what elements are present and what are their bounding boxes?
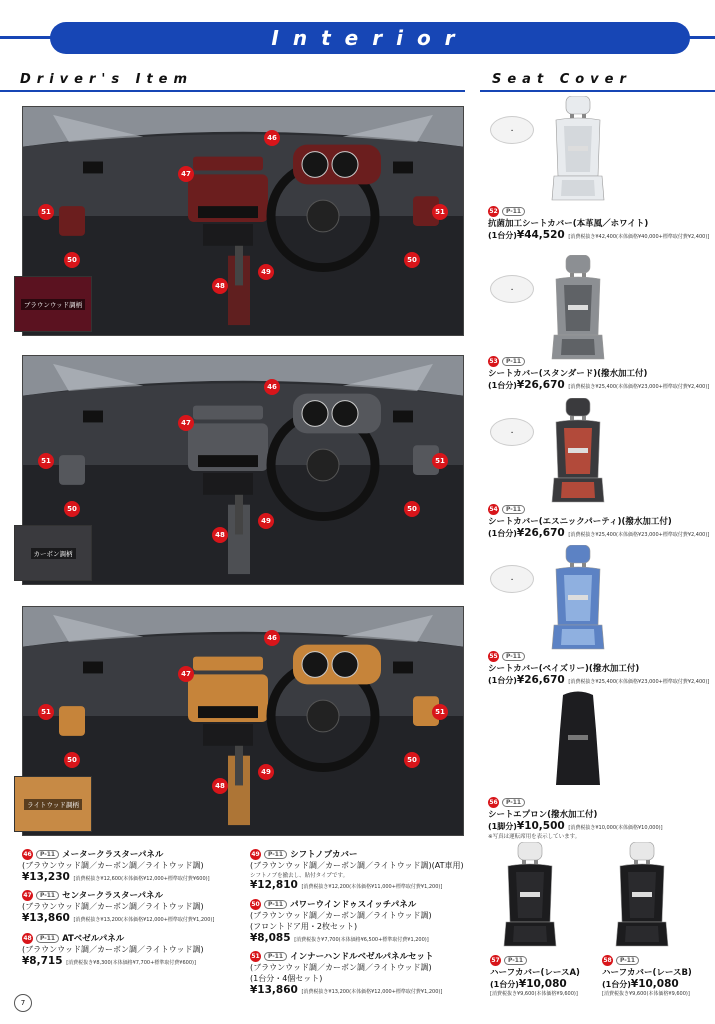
callout-badge: 50 — [64, 252, 80, 268]
product-price-row — [250, 932, 432, 944]
callout-badge: 49 — [258, 264, 274, 280]
tax-breakdown: [消費税抜き¥8,300(本体価格¥7,700+標準取付費¥600)] — [66, 960, 196, 966]
seat-badges — [488, 797, 663, 808]
half-cover-price-row — [490, 978, 580, 990]
product-price-row — [22, 912, 214, 924]
page-ref-tag: P-11 — [616, 956, 639, 965]
callout-badge: 49 — [258, 764, 274, 780]
tax-breakdown: [消費税抜き¥25,400(本体価格¥23,000+標準取付費¥2,400)] — [568, 679, 710, 685]
fabric-emblem: • — [490, 565, 534, 593]
seat-cover-image-55 — [548, 545, 608, 659]
section-title-seat-cover: Seat Cover — [492, 72, 632, 87]
quantity: (1台分) — [490, 980, 519, 989]
tax-breakdown: [消費税抜き¥25,400(本体価格¥23,000+標準取付費¥2,400)] — [568, 384, 710, 390]
half-cover-entry — [602, 955, 692, 997]
seat-cover-title: 抗菌加工シートカバー(本革風／ホワイト) — [488, 219, 649, 229]
callout-badge: 51 — [432, 453, 448, 469]
product-variants: (ブラウンウッド調／カーボン調／ライトウッド調) — [250, 911, 432, 920]
callout-badge: 46 — [264, 379, 280, 395]
half-cover-image-57 — [500, 842, 560, 956]
callout-badge: 51 — [38, 453, 54, 469]
product-set-info: (1台分・4個セット) — [250, 974, 323, 983]
product-title: センタークラスターパネル — [62, 891, 164, 901]
product-number-badge: 53 — [489, 358, 498, 365]
product-price-row — [22, 955, 204, 967]
page-ref-tag: P-11 — [502, 505, 525, 514]
seat-badges — [488, 651, 709, 662]
seat-cover-title: シートエプロン(撥水加工付) — [488, 810, 598, 820]
product-title: メータークラスターパネル — [62, 850, 164, 860]
page-ref-tag: P-11 — [502, 357, 525, 366]
seat-cover-title: シートカバー(エスニックパーティ)(撥水加工付) — [488, 517, 672, 527]
half-cover-title: ハーフカバー(レースB) — [602, 968, 692, 978]
seat-badges — [488, 206, 709, 217]
product-title-row — [22, 932, 204, 944]
page-ref-tag: P-11 — [502, 798, 525, 807]
half-cover-entry — [490, 955, 580, 997]
seat-badges — [488, 504, 709, 515]
product-entry — [22, 889, 214, 924]
callout-badge: 46 — [264, 130, 280, 146]
tax-breakdown: [消費税抜き¥42,400(本体価格¥40,000+標準取付費¥2,400)] — [568, 234, 710, 240]
product-title-row — [250, 950, 442, 962]
seat-cover-image-52 — [548, 96, 608, 210]
page-ref-tag: P-11 — [504, 956, 527, 965]
callout-badge: 50 — [64, 752, 80, 768]
seat-price: ¥10,500 — [516, 820, 565, 832]
product-variants: (ブラウンウッド調／カーボン調／ライトウッド調) — [22, 861, 204, 870]
callout-badge: 51 — [38, 204, 54, 220]
half-cover-price: ¥10,080 — [518, 978, 567, 990]
callout-badge: 46 — [264, 630, 280, 646]
product-number-badge: 52 — [489, 208, 498, 215]
seat-cover-entry — [488, 797, 663, 840]
fabric-emblem: • — [490, 275, 534, 303]
tax-breakdown: [消費税抜き¥13,200(本体価格¥12,000+標準取付費¥1,200)] — [301, 989, 443, 995]
product-price: ¥13,230 — [22, 871, 70, 883]
page-ref-tag: P-11 — [264, 850, 287, 859]
product-number-badge: 51 — [251, 953, 260, 960]
callout-badge: 48 — [212, 278, 228, 294]
product-number-badge: 49 — [251, 851, 260, 858]
seat-cover-title: シートカバー(ペイズリー)(撥水加工付) — [488, 664, 640, 674]
product-note: シフトノブを撤去し、貼付タイプです。 — [250, 873, 349, 879]
swatch-label: ライトウッド調柄 — [24, 799, 82, 810]
half-cover-title: ハーフカバー(レースA) — [490, 968, 580, 978]
product-set-info: (フロントドア用・2枚セット) — [250, 922, 358, 931]
fabric-emblem: • — [490, 116, 534, 144]
fabric-emblem: • — [490, 418, 534, 446]
product-price: ¥13,860 — [22, 912, 70, 924]
callout-badge: 50 — [404, 501, 420, 517]
seat-price-row — [488, 229, 709, 241]
seat-price-row — [488, 820, 663, 832]
section-title-drivers-item: Driver's Item — [20, 72, 194, 87]
callout-badge: 47 — [178, 166, 194, 182]
callout-badge: 50 — [64, 501, 80, 517]
callout-badge: 51 — [38, 704, 54, 720]
callout-badge: 47 — [178, 415, 194, 431]
product-title-row — [22, 848, 210, 860]
page-ref-tag: P-11 — [264, 900, 287, 909]
product-number-badge: 47 — [23, 892, 32, 899]
callout-badge: 50 — [404, 752, 420, 768]
callout-badge: 49 — [258, 513, 274, 529]
half-cover-image-58 — [612, 842, 672, 956]
half-cover-title-row — [490, 955, 580, 966]
half-cover-title-row — [602, 955, 692, 966]
tax-breakdown: [消費税抜き¥25,400(本体価格¥23,000+標準取付費¥2,400)] — [568, 532, 710, 538]
material-swatch-1 — [14, 276, 92, 332]
seat-price: ¥44,520 — [516, 229, 565, 241]
page-ref-tag: P-11 — [264, 952, 287, 961]
quantity: (1台分) — [488, 676, 517, 685]
product-price-row — [22, 871, 210, 883]
page-ref-tag: P-11 — [36, 850, 59, 859]
seat-cover-image-54 — [548, 398, 608, 512]
page-title-banner: Interior — [50, 22, 690, 54]
seat-cover-entry — [488, 504, 709, 539]
product-number-badge: 55 — [489, 653, 498, 660]
seat-note: ※写真は運転席用を表示しています。 — [488, 834, 581, 840]
product-title-row — [22, 889, 214, 901]
product-price: ¥13,860 — [250, 984, 298, 996]
swatch-label: カーボン調柄 — [31, 548, 76, 559]
seat-badges — [488, 356, 709, 367]
tax-breakdown: [消費税抜き¥10,000(本体価格¥10,000)] — [568, 825, 663, 831]
product-variants: (ブラウンウッド調／カーボン調／ライトウッド調)(AT車用) — [250, 861, 464, 870]
tax-breakdown: [消費税抜き¥12,200(本体価格¥11,000+標準取付費¥1,200)] — [301, 884, 443, 890]
section-rule-seat — [480, 90, 715, 92]
product-title-row — [250, 848, 464, 860]
seat-cover-entry — [488, 206, 709, 241]
page-ref-tag: P-11 — [36, 934, 59, 943]
product-variants: (ブラウンウッド調／カーボン調／ライトウッド調) — [22, 902, 204, 911]
product-title: パワーウインドゥスイッチパネル — [290, 900, 417, 910]
product-variants: (ブラウンウッド調／カーボン調／ライトウッド調) — [250, 963, 432, 972]
product-number-badge: 50 — [251, 901, 260, 908]
page-ref-tag: P-11 — [502, 652, 525, 661]
product-number-badge: 58 — [603, 957, 612, 964]
product-number-badge: 57 — [491, 957, 500, 964]
seat-price: ¥26,670 — [516, 379, 565, 391]
callout-badge: 50 — [404, 252, 420, 268]
product-entry — [22, 848, 210, 883]
seat-price-row — [488, 674, 709, 686]
callout-badge: 47 — [178, 666, 194, 682]
product-entry — [250, 950, 442, 996]
tax-breakdown: [消費税抜き¥7,700(本体価格¥6,500+標準取付費¥1,200)] — [294, 937, 429, 943]
quantity: (1脚分) — [488, 822, 517, 831]
product-number-badge: 48 — [23, 935, 32, 942]
product-entry — [250, 898, 432, 944]
callout-badge: 48 — [212, 778, 228, 794]
product-title-row — [250, 898, 432, 910]
half-cover-price: ¥10,080 — [630, 978, 679, 990]
product-entry — [250, 848, 464, 891]
product-number-badge: 54 — [489, 506, 498, 513]
page-number: 7 — [14, 994, 32, 1012]
product-title: シフトノブカバー — [290, 850, 358, 860]
quantity: (1台分) — [488, 381, 517, 390]
tax-breakdown: [消費税抜き¥9,600(本体価格¥9,600)] — [490, 991, 578, 997]
product-title: ATベゼルパネル — [62, 934, 125, 944]
half-cover-price-row — [602, 978, 692, 990]
quantity: (1台分) — [602, 980, 631, 989]
section-rule-drivers — [0, 90, 465, 92]
callout-badge: 48 — [212, 527, 228, 543]
product-variants: (ブラウンウッド調／カーボン調／ライトウッド調) — [22, 945, 204, 954]
material-swatch-2 — [14, 525, 92, 581]
quantity: (1台分) — [488, 529, 517, 538]
seat-price-row — [488, 527, 709, 539]
seat-price-row — [488, 379, 709, 391]
callout-badge: 51 — [432, 704, 448, 720]
product-price-row — [250, 879, 464, 891]
product-title: インナーハンドルベゼルパネルセット — [290, 952, 434, 962]
seat-price: ¥26,670 — [516, 527, 565, 539]
product-price: ¥8,715 — [22, 955, 63, 967]
product-price: ¥12,810 — [250, 879, 298, 891]
seat-cover-image-56 — [548, 690, 608, 794]
page-ref-tag: P-11 — [36, 891, 59, 900]
seat-cover-image-53 — [548, 255, 608, 369]
product-price: ¥8,085 — [250, 932, 291, 944]
tax-breakdown: [消費税抜き¥13,200(本体価格¥12,000+標準取付費¥1,200)] — [73, 917, 215, 923]
material-swatch-3 — [14, 776, 92, 832]
product-number-badge: 46 — [23, 851, 32, 858]
product-price-row — [250, 984, 442, 996]
product-entry — [22, 932, 204, 967]
tax-breakdown: [消費税抜き¥9,600(本体価格¥9,600)] — [602, 991, 690, 997]
seat-price: ¥26,670 — [516, 674, 565, 686]
swatch-label: ブラウンウッド調柄 — [21, 299, 85, 310]
product-number-badge: 56 — [489, 799, 498, 806]
callout-badge: 51 — [432, 204, 448, 220]
quantity: (1台分) — [488, 231, 517, 240]
seat-cover-entry — [488, 651, 709, 686]
seat-cover-title: シートカバー(スタンダード)(撥水加工付) — [488, 369, 648, 379]
tax-breakdown: [消費税抜き¥12,600(本体価格¥12,000+標準取付費¥600)] — [73, 876, 210, 882]
seat-cover-entry — [488, 356, 709, 391]
page-ref-tag: P-11 — [502, 207, 525, 216]
